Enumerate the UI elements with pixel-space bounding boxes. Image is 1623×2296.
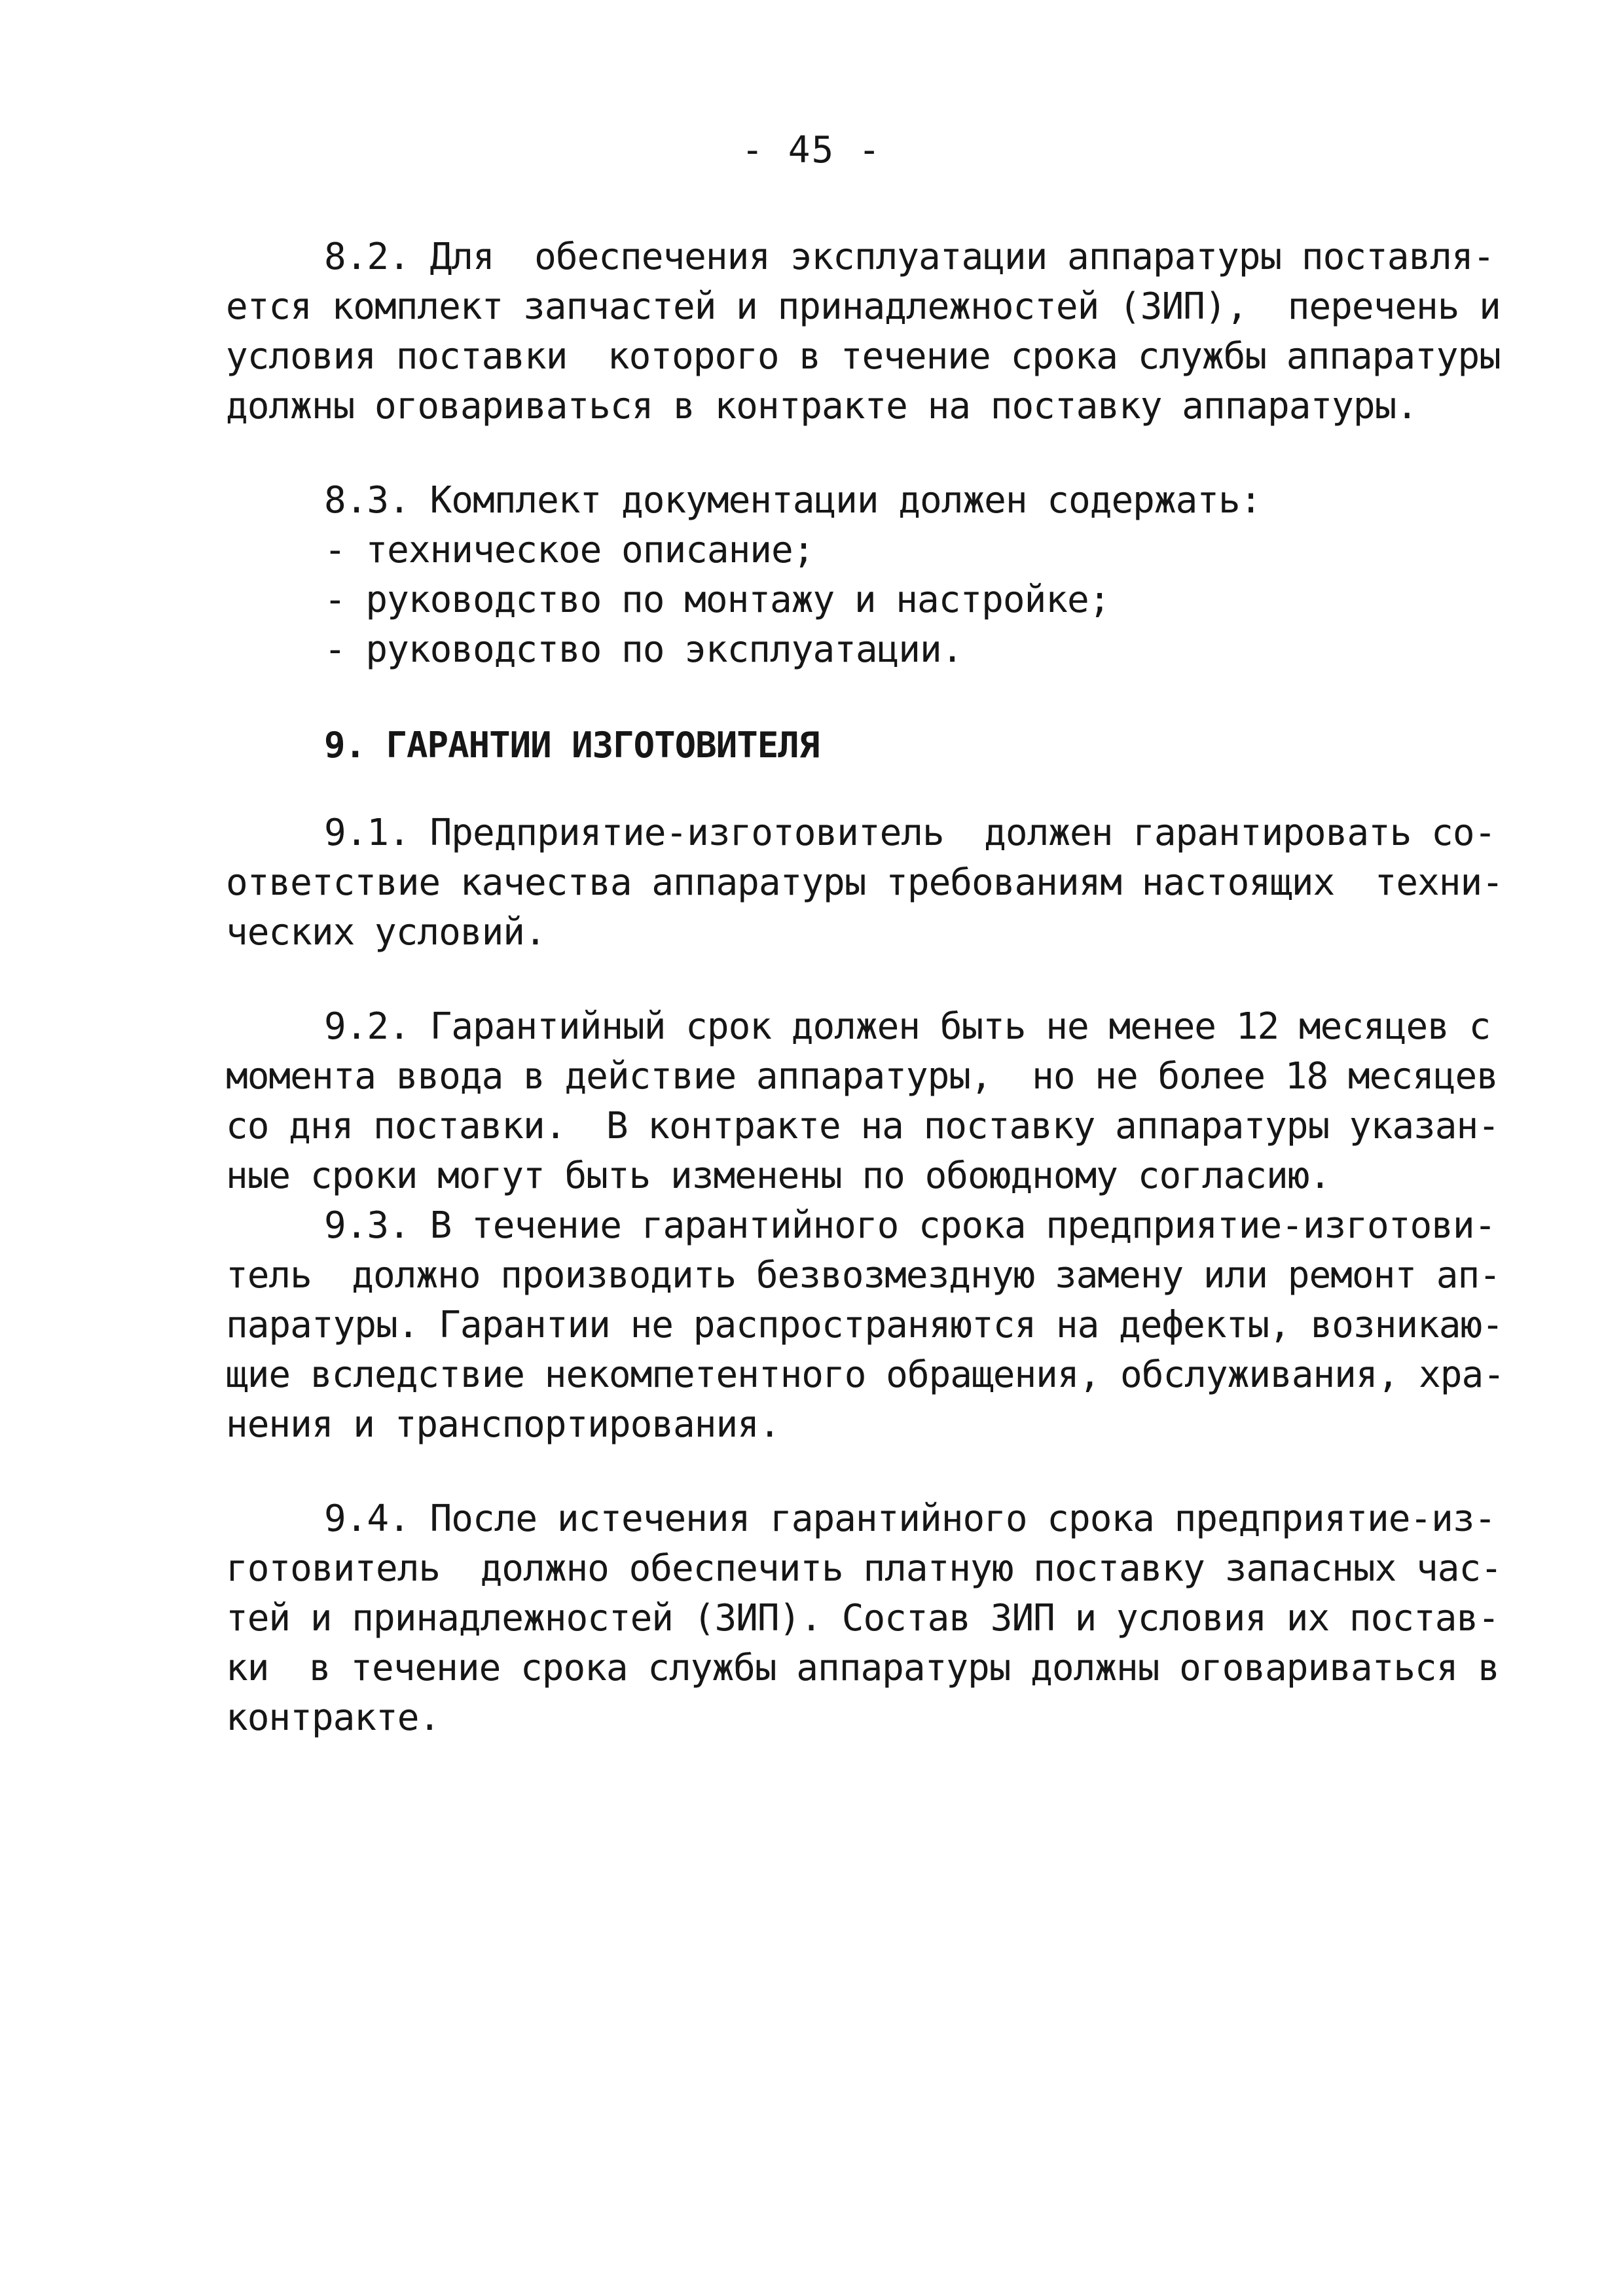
text-line: со дня поставки. В контракте на поставку аппаратуры указан- — [226, 1105, 1499, 1147]
text-line: нения и транспортирования. — [226, 1403, 780, 1446]
text-line: 9.3. В течение гарантийного срока предприятие-изготови- — [324, 1204, 1496, 1247]
paragraph-9-4 — [226, 1494, 1502, 1743]
list-item: - руководство по эксплуатации. — [324, 628, 963, 671]
paragraph-9-2 — [226, 1002, 1499, 1201]
text-line: ческих условий. — [226, 911, 546, 954]
text-line: щие вследствие некомпетентного обращения, обслуживания, хра- — [226, 1354, 1504, 1396]
page-content — [226, 232, 1504, 1743]
text-line: ки в течение срока службы аппаратуры должны оговариваться в — [226, 1647, 1499, 1689]
text-line: тей и принадлежностей (ЗИП). Состав ЗИП и условия их постав- — [226, 1597, 1499, 1640]
text-line: 8.3. Комплект документации должен содержать: — [324, 479, 1262, 522]
text-line: 9.4. После истечения гарантийного срока предприятие-из- — [324, 1498, 1496, 1540]
paragraph-8-2 — [226, 232, 1501, 431]
text-line: момента ввода в действие аппаратуры, но не более 18 месяцев — [226, 1055, 1498, 1098]
list-item: - руководство по монтажу и настройке; — [324, 579, 1110, 621]
text-line: 9.1. Предприятие-изготовитель должен гарантировать со- — [324, 812, 1496, 854]
list-item: - техническое описание; — [324, 529, 814, 571]
text-line: ные сроки могут быть изменены по обоюдному согласию. — [226, 1155, 1331, 1197]
text-line: ется комплект запчастей и принадлежностей (ЗИП), перечень и — [226, 285, 1501, 328]
text-line: готовитель должно обеспечить платную поставку запасных час- — [226, 1547, 1502, 1590]
text-line: 8.2. Для обеспечения эксплуатации аппаратуры поставля- — [324, 236, 1495, 278]
page-number: - 45 - — [741, 129, 882, 171]
text-line: тель должно производить безвозмездную замену или ремонт ап- — [226, 1254, 1501, 1297]
text-line: паратуры. Гарантии не распространяются на дефекты, возникаю- — [226, 1304, 1503, 1346]
text-line: контракте. — [226, 1696, 441, 1739]
text-line: ответствие качества аппаратуры требованиям настоящих техни- — [226, 861, 1503, 904]
text-line: должны оговариваться в контракте на поставку аппаратуры. — [226, 385, 1418, 427]
section-heading-9: 9. ГАРАНТИИ ИЗГОТОВИТЕЛЯ — [324, 725, 820, 766]
text-line: 9.2. Гарантийный срок должен быть не менее 12 месяцев с — [324, 1005, 1491, 1048]
paragraph-8-3 — [226, 476, 1457, 675]
paragraph-9-3 — [226, 1201, 1504, 1450]
text-line: условия поставки которого в течение срока службы аппаратуры — [226, 335, 1501, 378]
paragraph-9-1 — [226, 808, 1503, 958]
